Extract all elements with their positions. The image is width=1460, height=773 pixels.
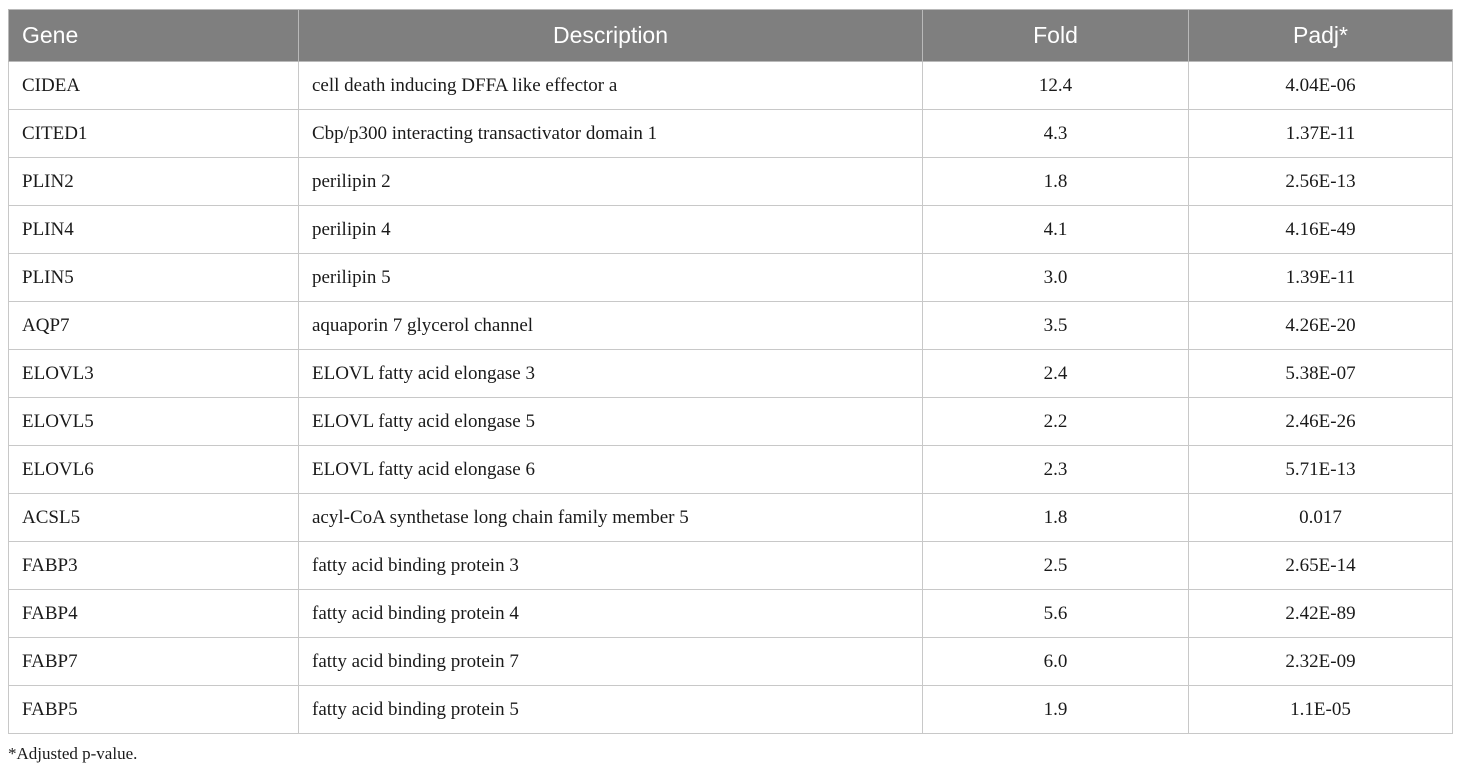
cell-fold: 6.0 bbox=[923, 638, 1189, 686]
cell-padj: 4.16E-49 bbox=[1189, 206, 1453, 254]
table-row bbox=[9, 350, 1453, 398]
cell-padj: 2.46E-26 bbox=[1189, 398, 1453, 446]
cell-description: cell death inducing DFFA like effector a bbox=[299, 62, 923, 110]
cell-description: acyl-CoA synthetase long chain family member 5 bbox=[299, 494, 923, 542]
cell-fold: 4.1 bbox=[923, 206, 1189, 254]
cell-padj: 2.56E-13 bbox=[1189, 158, 1453, 206]
cell-padj: 1.39E-11 bbox=[1189, 254, 1453, 302]
cell-fold: 12.4 bbox=[923, 62, 1189, 110]
cell-gene: FABP5 bbox=[9, 686, 299, 734]
cell-padj: 4.26E-20 bbox=[1189, 302, 1453, 350]
cell-description: fatty acid binding protein 3 bbox=[299, 542, 923, 590]
table-row bbox=[9, 398, 1453, 446]
cell-fold: 2.4 bbox=[923, 350, 1189, 398]
table-body bbox=[9, 62, 1453, 734]
gene-table bbox=[8, 9, 1453, 734]
table-row bbox=[9, 494, 1453, 542]
cell-gene: PLIN5 bbox=[9, 254, 299, 302]
cell-padj: 5.38E-07 bbox=[1189, 350, 1453, 398]
gene-table-container bbox=[8, 9, 1452, 734]
cell-fold: 2.3 bbox=[923, 446, 1189, 494]
header-description: Description bbox=[299, 10, 923, 62]
cell-gene: PLIN4 bbox=[9, 206, 299, 254]
cell-gene: CIDEA bbox=[9, 62, 299, 110]
cell-fold: 1.8 bbox=[923, 158, 1189, 206]
cell-padj: 2.65E-14 bbox=[1189, 542, 1453, 590]
header-row bbox=[9, 10, 1453, 62]
cell-description: perilipin 4 bbox=[299, 206, 923, 254]
cell-gene: ACSL5 bbox=[9, 494, 299, 542]
cell-description: Cbp/p300 interacting transactivator domain 1 bbox=[299, 110, 923, 158]
cell-fold: 1.9 bbox=[923, 686, 1189, 734]
cell-gene: AQP7 bbox=[9, 302, 299, 350]
cell-fold: 2.5 bbox=[923, 542, 1189, 590]
header-fold: Fold bbox=[923, 10, 1189, 62]
cell-padj: 1.37E-11 bbox=[1189, 110, 1453, 158]
table-row bbox=[9, 446, 1453, 494]
cell-description: perilipin 5 bbox=[299, 254, 923, 302]
cell-gene: FABP7 bbox=[9, 638, 299, 686]
cell-padj: 1.1E-05 bbox=[1189, 686, 1453, 734]
cell-description: ELOVL fatty acid elongase 6 bbox=[299, 446, 923, 494]
cell-fold: 1.8 bbox=[923, 494, 1189, 542]
table-header bbox=[9, 10, 1453, 62]
cell-description: ELOVL fatty acid elongase 5 bbox=[299, 398, 923, 446]
cell-fold: 5.6 bbox=[923, 590, 1189, 638]
table-row bbox=[9, 110, 1453, 158]
cell-description: aquaporin 7 glycerol channel bbox=[299, 302, 923, 350]
cell-gene: FABP3 bbox=[9, 542, 299, 590]
cell-description: perilipin 2 bbox=[299, 158, 923, 206]
table-row bbox=[9, 638, 1453, 686]
cell-gene: ELOVL3 bbox=[9, 350, 299, 398]
cell-padj: 4.04E-06 bbox=[1189, 62, 1453, 110]
cell-fold: 3.5 bbox=[923, 302, 1189, 350]
cell-description: fatty acid binding protein 7 bbox=[299, 638, 923, 686]
cell-fold: 2.2 bbox=[923, 398, 1189, 446]
table-row bbox=[9, 62, 1453, 110]
cell-gene: ELOVL5 bbox=[9, 398, 299, 446]
cell-gene: FABP4 bbox=[9, 590, 299, 638]
cell-fold: 4.3 bbox=[923, 110, 1189, 158]
table-row bbox=[9, 254, 1453, 302]
header-padj: Padj* bbox=[1189, 10, 1453, 62]
cell-padj: 5.71E-13 bbox=[1189, 446, 1453, 494]
cell-gene: CITED1 bbox=[9, 110, 299, 158]
cell-gene: PLIN2 bbox=[9, 158, 299, 206]
table-footnote: *Adjusted p-value. bbox=[8, 744, 138, 763]
table-row bbox=[9, 590, 1453, 638]
cell-padj: 2.32E-09 bbox=[1189, 638, 1453, 686]
cell-description: fatty acid binding protein 5 bbox=[299, 686, 923, 734]
table-row bbox=[9, 302, 1453, 350]
cell-gene: ELOVL6 bbox=[9, 446, 299, 494]
table-row bbox=[9, 206, 1453, 254]
table-row bbox=[9, 686, 1453, 734]
cell-fold: 3.0 bbox=[923, 254, 1189, 302]
cell-padj: 0.017 bbox=[1189, 494, 1453, 542]
cell-description: ELOVL fatty acid elongase 3 bbox=[299, 350, 923, 398]
table-row bbox=[9, 158, 1453, 206]
cell-description: fatty acid binding protein 4 bbox=[299, 590, 923, 638]
table-row bbox=[9, 542, 1453, 590]
header-gene: Gene bbox=[9, 10, 299, 62]
cell-padj: 2.42E-89 bbox=[1189, 590, 1453, 638]
